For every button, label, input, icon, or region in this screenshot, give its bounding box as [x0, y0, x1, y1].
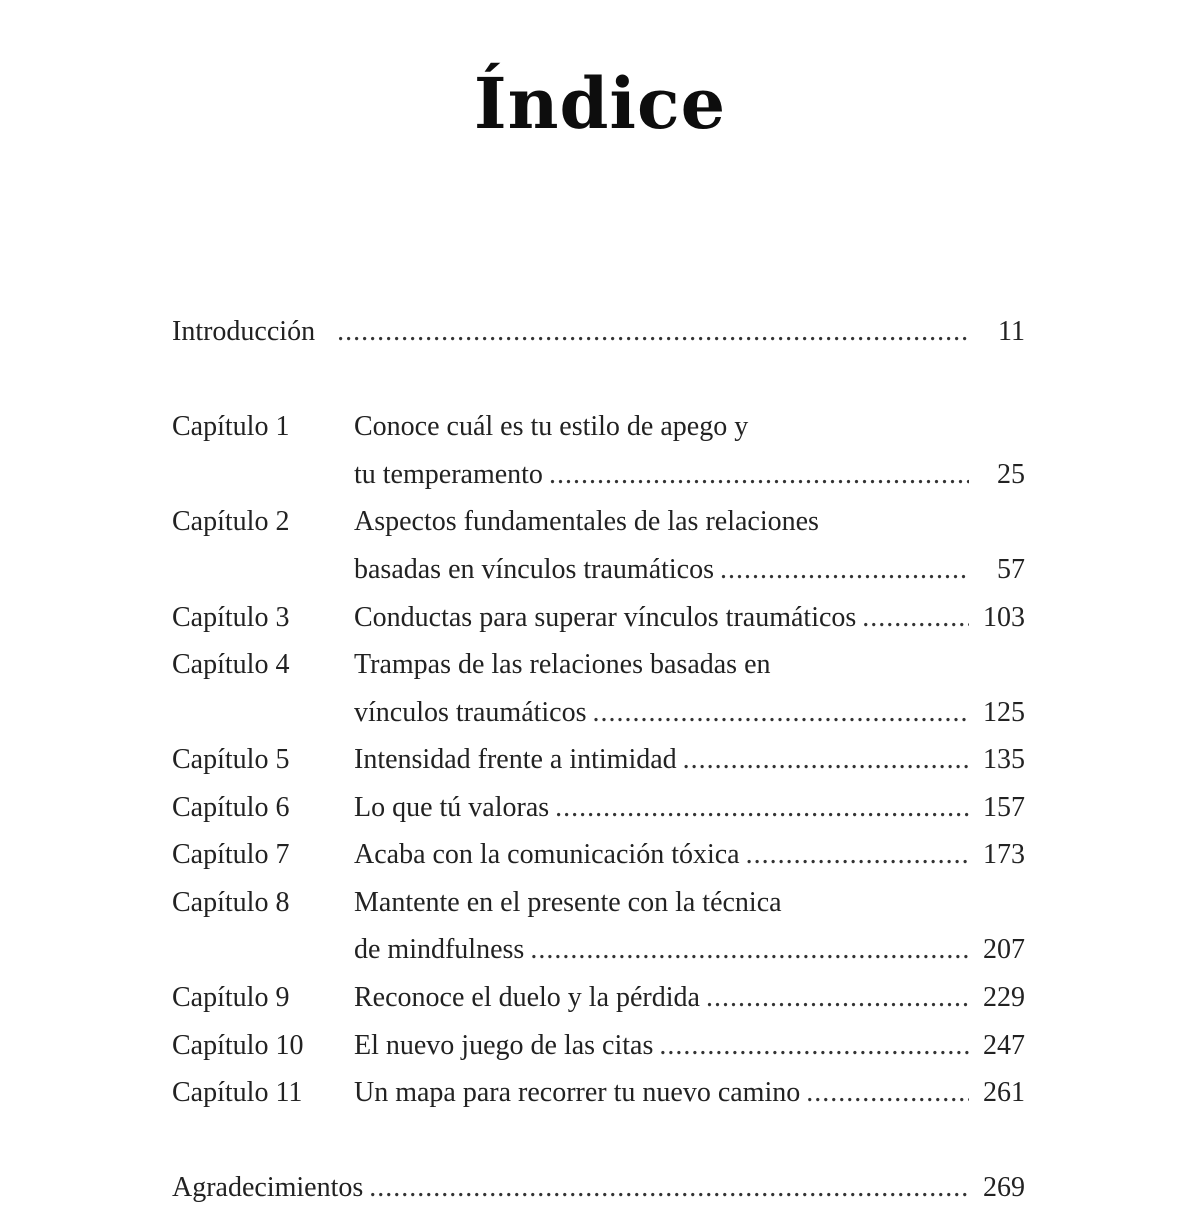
toc-page-number: 229 [983, 982, 1025, 1013]
chapter-title: Un mapa para recorrer tu nuevo camino [354, 1077, 801, 1108]
dot-leader [862, 598, 969, 638]
toc-page-number: 103 [983, 602, 1025, 633]
chapter-title: Lo que tú valoras [354, 792, 550, 823]
chapter-title-line-1: Conoce cuál es tu estilo de apego y [354, 411, 749, 442]
toc-page-number: 125 [983, 697, 1025, 728]
dot-leader [806, 1073, 969, 1113]
toc-page-number: 25 [997, 459, 1025, 490]
dot-leader [683, 740, 969, 780]
toc-entry-chapter-8[interactable] [172, 883, 1025, 923]
toc-page-number: 135 [983, 744, 1025, 775]
dot-leader [549, 455, 969, 495]
toc-entry-label: Introducción [172, 316, 316, 347]
toc-page-number: 261 [983, 1077, 1025, 1108]
toc-page-number: 11 [998, 316, 1025, 347]
toc-page-number: 157 [983, 792, 1025, 823]
toc-entry-chapter-4-cont[interactable] [172, 693, 1025, 733]
dot-leader [555, 788, 969, 828]
chapter-title-line-2: de mindfulness [354, 934, 525, 965]
dot-leader [530, 930, 969, 970]
chapter-title-line-1: Mantente en el presente con la técnica [354, 887, 782, 918]
toc-entry-label: Agradecimientos [172, 1172, 364, 1203]
toc-entry-chapter-6[interactable] [172, 788, 1025, 828]
dot-leader [720, 550, 969, 590]
chapter-title: Acaba con la comunicación tóxica [354, 839, 740, 870]
toc-entry-chapter-9[interactable] [172, 978, 1025, 1018]
chapter-title: Conductas para superar vínculos traumáticos [354, 602, 857, 633]
toc-entry-chapter-1[interactable] [172, 407, 1025, 447]
toc-page-number: 57 [997, 554, 1025, 585]
toc-page-number: 247 [983, 1030, 1025, 1061]
chapter-label: Capítulo 4 [172, 649, 290, 680]
dot-leader [337, 312, 969, 352]
chapter-title-line-1: Trampas de las relaciones basadas en [354, 649, 771, 680]
chapter-label: Capítulo 1 [172, 411, 290, 442]
dot-leader [659, 1026, 969, 1066]
toc-entry-chapter-4[interactable] [172, 645, 1025, 685]
chapter-title-line-1: Aspectos fundamentales de las relaciones [354, 506, 819, 537]
chapter-label: Capítulo 7 [172, 839, 290, 870]
chapter-label: Capítulo 9 [172, 982, 290, 1013]
toc-entry-chapter-3[interactable] [172, 598, 1025, 638]
page-title: Índice [473, 61, 727, 145]
toc-entry-chapter-7[interactable] [172, 835, 1025, 875]
chapter-title: Intensidad frente a intimidad [354, 744, 677, 775]
dot-leader [369, 1168, 969, 1208]
chapter-title: El nuevo juego de las citas [354, 1030, 654, 1061]
toc-entry-chapter-5[interactable] [172, 740, 1025, 780]
toc-page-number: 173 [983, 839, 1025, 870]
toc-entry-acknowledgements[interactable] [172, 1168, 1025, 1208]
toc-entry-chapter-10[interactable] [172, 1026, 1025, 1066]
dot-leader [593, 693, 969, 733]
chapter-label: Capítulo 2 [172, 506, 290, 537]
toc-entry-chapter-2[interactable] [172, 502, 1025, 542]
toc-entry-chapter-11[interactable] [172, 1073, 1025, 1113]
toc-page-number: 207 [983, 934, 1025, 965]
chapter-label: Capítulo 8 [172, 887, 290, 918]
chapter-label: Capítulo 11 [172, 1077, 303, 1108]
chapter-label: Capítulo 5 [172, 744, 290, 775]
chapter-title-line-2: tu temperamento [354, 459, 543, 490]
chapter-label: Capítulo 10 [172, 1030, 304, 1061]
toc-entry-chapter-1-cont[interactable] [172, 455, 1025, 495]
chapter-label: Capítulo 3 [172, 602, 290, 633]
dot-leader [746, 835, 969, 875]
toc-entry-intro[interactable] [172, 312, 1025, 352]
chapter-title-line-2: basadas en vínculos traumáticos [354, 554, 715, 585]
toc-entry-chapter-8-cont[interactable] [172, 930, 1025, 970]
dot-leader [706, 978, 969, 1018]
toc-entry-chapter-2-cont[interactable] [172, 550, 1025, 590]
chapter-title: Reconoce el duelo y la pérdida [354, 982, 700, 1013]
chapter-label: Capítulo 6 [172, 792, 290, 823]
chapter-title-line-2: vínculos traumáticos [354, 697, 587, 728]
toc-page-number: 269 [983, 1172, 1025, 1203]
